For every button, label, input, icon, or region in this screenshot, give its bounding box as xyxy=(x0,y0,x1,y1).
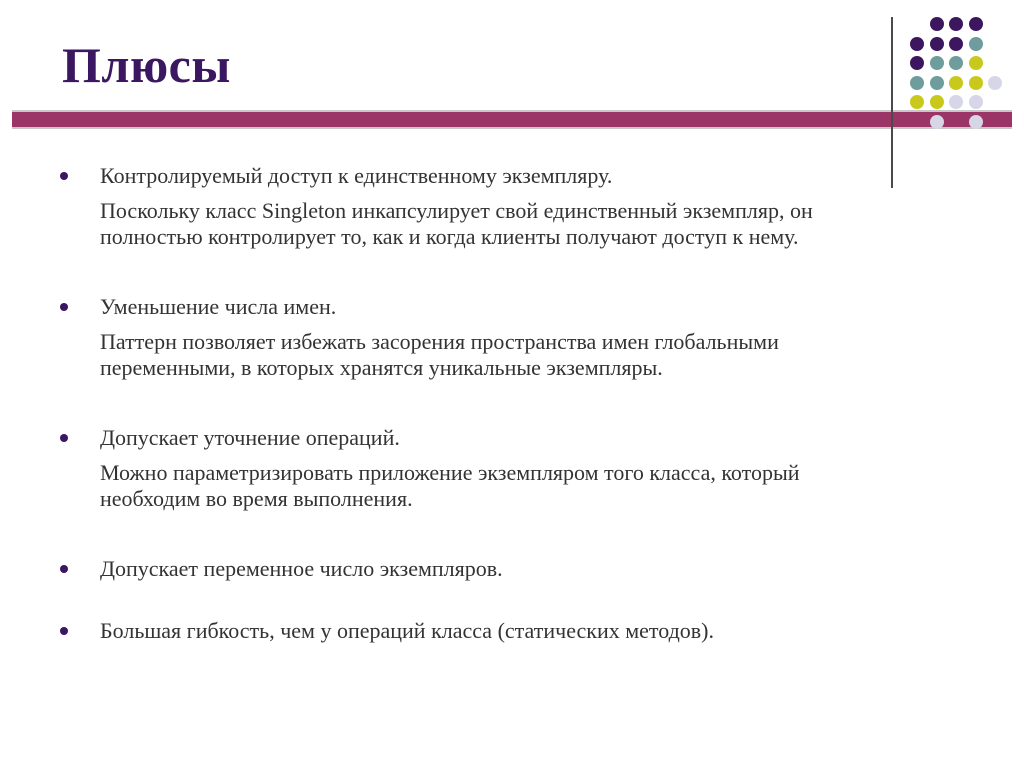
decor-dot-teal xyxy=(969,37,983,51)
decor-dot-teal xyxy=(949,56,963,70)
decor-dot-teal xyxy=(930,56,944,70)
bullet-dot xyxy=(60,172,68,180)
item-heading: Допускает переменное число экземпляров. xyxy=(100,556,503,581)
bullet-dot xyxy=(60,627,68,635)
item-description: Поскольку класс Singleton инкапсулирует свой единственный экземпляр, он полностью контролирует то, как и когда клиенты получают доступ к нему. xyxy=(100,198,813,249)
decor-dot-purple xyxy=(930,37,944,51)
item-description: Можно параметризировать приложение экземпляром того класса, который необходим во время выполнения. xyxy=(100,460,800,511)
decor-dot-teal xyxy=(930,76,944,90)
bullet-dot xyxy=(60,303,68,311)
decor-dot-yellow xyxy=(949,76,963,90)
bullet-list xyxy=(60,162,880,644)
list-item xyxy=(60,424,880,512)
item-heading: Контролируемый доступ к единственному экземпляру. xyxy=(100,163,613,188)
item-heading: Допускает уточнение операций. xyxy=(100,425,400,450)
item-heading: Большая гибкость, чем у операций класса (статических методов). xyxy=(100,618,715,643)
decor-dot-lavender xyxy=(949,95,963,109)
decor-dot-yellow xyxy=(930,95,944,109)
bullet-dot xyxy=(60,434,68,442)
list-item xyxy=(60,162,880,250)
item-description: Паттерн позволяет избежать засорения пространства имен глобальными переменными, в которых хранятся уникальные экземпляры. xyxy=(100,329,779,380)
decor-dot-purple xyxy=(910,56,924,70)
list-item xyxy=(60,555,880,582)
decor-dot-lavender xyxy=(969,115,983,129)
list-item xyxy=(60,293,880,381)
decor-dot-teal xyxy=(910,76,924,90)
decor-dot-purple xyxy=(949,37,963,51)
decor-dot-purple xyxy=(949,17,963,31)
decor-dot-purple xyxy=(910,37,924,51)
slide-title: Плюсы xyxy=(62,37,231,93)
decor-dot-purple xyxy=(969,17,983,31)
decor-dot-yellow xyxy=(910,95,924,109)
decorative-dot-grid xyxy=(0,0,1024,170)
decor-dot-lavender xyxy=(969,95,983,109)
decor-dot-purple xyxy=(930,17,944,31)
decor-dot-lavender xyxy=(930,115,944,129)
decor-dot-yellow xyxy=(969,56,983,70)
item-heading: Уменьшение числа имен. xyxy=(100,294,337,319)
decor-dot-lavender xyxy=(988,76,1002,90)
decor-dot-yellow xyxy=(969,76,983,90)
list-item xyxy=(60,617,880,644)
bullet-dot xyxy=(60,565,68,573)
